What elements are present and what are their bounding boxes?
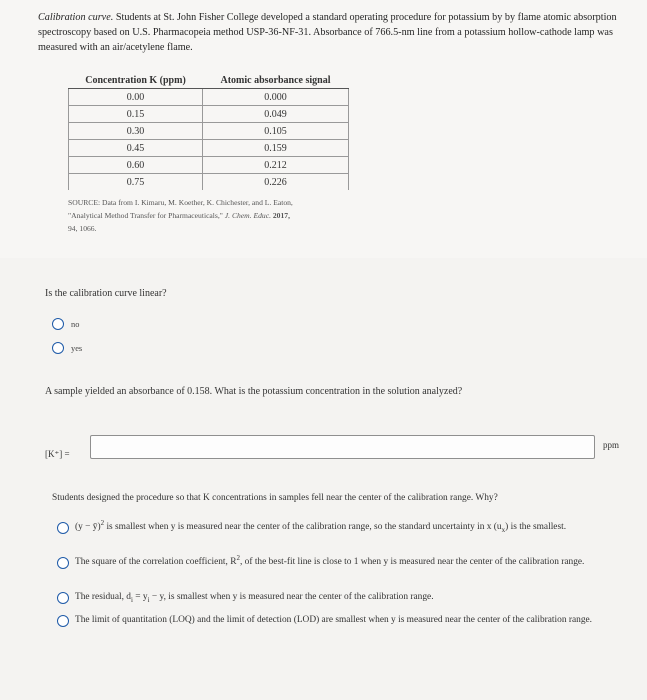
table-cell: 0.105 (203, 123, 349, 140)
intro-heading: Calibration curve. (38, 12, 114, 23)
radio-option-residual[interactable] (57, 589, 617, 605)
question-calibration-center: Students designed the procedure so that K concentrations in samples fell near the center of the calibration range. Why? (52, 493, 498, 503)
table-cell: 0.75 (69, 174, 203, 191)
table-source-citation (68, 196, 398, 235)
radio-circle-icon[interactable] (52, 342, 64, 354)
source-year: 2017, (272, 211, 290, 220)
column-header-concentration: Concentration K (ppm) (69, 72, 203, 89)
radio-circle-icon[interactable] (52, 318, 64, 330)
table-cell: 0.159 (203, 140, 349, 157)
radio-option-correlation[interactable] (57, 554, 617, 570)
option-text: The limit of quantitation (LOQ) and the limit of detection (LOD) are smallest when y is measured near the center of the calibration range. (75, 615, 593, 625)
table-cell: 0.000 (203, 89, 349, 106)
column-header-absorbance: Atomic absorbance signal (203, 72, 349, 89)
k-concentration-input[interactable] (90, 435, 595, 459)
table-row (69, 174, 349, 191)
problem-intro (38, 10, 623, 55)
source-line-1: SOURCE: Data from I. Kimaru, M. Koether, K. Chichester, and L. Eaton, (68, 198, 293, 207)
radio-circle-icon[interactable] (57, 557, 69, 569)
radio-option-no[interactable] (52, 318, 79, 330)
table-row (69, 106, 349, 123)
calibration-table (68, 72, 349, 190)
radio-option-variance[interactable] (57, 519, 617, 535)
table-cell: 0.212 (203, 157, 349, 174)
radio-circle-icon[interactable] (57, 592, 69, 604)
question-linearity: Is the calibration curve linear? (45, 288, 167, 299)
table-cell: 0.226 (203, 174, 349, 191)
radio-circle-icon[interactable] (57, 522, 69, 534)
table-header-row (69, 72, 349, 89)
table-cell: 0.049 (203, 106, 349, 123)
table-cell: 0.60 (69, 157, 203, 174)
radio-option-yes[interactable] (52, 342, 82, 354)
k-concentration-label: [K⁺] = (45, 449, 70, 459)
option-text: The square of the correlation coefficient, $R^2$, of the best-fit line is close to 1 when y is measured near the center of the calibration range. (75, 553, 585, 567)
radio-circle-icon[interactable] (57, 615, 69, 627)
option-text: The residual, $d_i = y_i - y$, is smallest when y is measured near the center of the calibration range. (75, 592, 434, 604)
source-line-3: 94, 1066. (68, 224, 97, 233)
source-article-title: "Analytical Method Transfer for Pharmaceuticals," (68, 211, 225, 220)
table-row (69, 89, 349, 106)
radio-label-yes: yes (71, 343, 83, 353)
source-line-2 (68, 209, 398, 222)
option-text: (y − ȳ)$^2$ is smallest when y is measured near the center of the calibration range, so the standard uncertainty in x $(u_x)$ is the smallest. (75, 518, 567, 534)
unit-label: ppm (603, 440, 620, 450)
question-concentration: A sample yielded an absorbance of 0.158. What is the potassium concentration in the solution analyzed? (45, 386, 463, 397)
table-row (69, 123, 349, 140)
table-row (69, 157, 349, 174)
radio-label-no: no (71, 319, 80, 329)
radio-option-loq-lod[interactable] (57, 612, 617, 628)
source-journal: J. Chem. Educ. (224, 211, 271, 220)
table-cell: 0.45 (69, 140, 203, 157)
intro-text: Students at St. John Fisher College developed a standard operating procedure for potassium by by flame atomic absorption spectroscopy based on U.S. Pharmacopeia method USP-36-NF-31. Absorbance of 766.5-nm line from a potassium hollow-cathode lamp was measured with an air/acetylene flame. (38, 12, 617, 53)
table-cell: 0.00 (69, 89, 203, 106)
table-cell: 0.30 (69, 123, 203, 140)
table-row (69, 140, 349, 157)
table-cell: 0.15 (69, 106, 203, 123)
